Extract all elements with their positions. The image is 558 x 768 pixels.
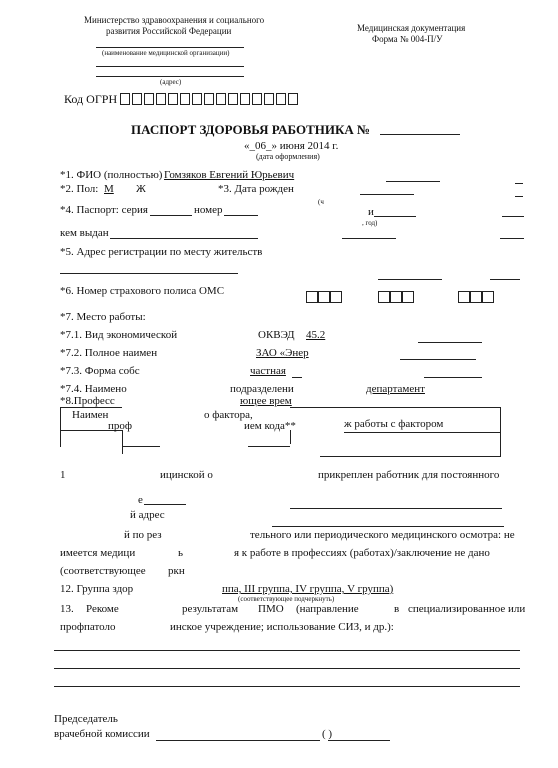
factor-table-row bbox=[122, 446, 160, 447]
rec-line-3[interactable] bbox=[54, 686, 520, 687]
oms-cell[interactable] bbox=[482, 291, 494, 303]
page-title: ПАСПОРТ ЗДОРОВЬЯ РАБОТНИКА № bbox=[131, 122, 371, 137]
sex-f[interactable]: Ж bbox=[136, 183, 146, 195]
passport-tail-line2 bbox=[502, 216, 524, 217]
passport-tail-line bbox=[374, 216, 416, 217]
rec-line2-end: инское учреждение; использование СИЗ, и др.): bbox=[170, 621, 394, 633]
ogrn-cell[interactable] bbox=[132, 93, 142, 105]
okved-line bbox=[418, 342, 482, 343]
rec-pmo: ПМО bbox=[258, 603, 284, 615]
clinic-end: прикреплен работник для постоянного bbox=[318, 469, 500, 481]
factor-table-bottom bbox=[320, 456, 500, 457]
fio-label: *1. ФИО (полностью) bbox=[60, 169, 163, 181]
oms-cell[interactable] bbox=[306, 291, 318, 303]
ogrn-label: Код ОГРН bbox=[64, 92, 118, 106]
okved-label: *7.1. Вид экономической bbox=[60, 329, 178, 341]
factor-table-row-2 bbox=[248, 446, 290, 447]
fio-line bbox=[386, 181, 440, 182]
signature-name-paren[interactable]: ( ) bbox=[322, 728, 333, 740]
name-line-2 bbox=[290, 508, 502, 509]
ogrn-cell[interactable] bbox=[240, 93, 250, 105]
name-tail: е bbox=[138, 494, 143, 506]
rec-v: в bbox=[394, 603, 400, 615]
rec-line-2[interactable] bbox=[54, 668, 520, 669]
oms-label: *6. Номер страхового полиса ОМС bbox=[60, 285, 225, 297]
passport-series-line[interactable] bbox=[150, 215, 192, 216]
sex-label: *2. Пол: bbox=[60, 183, 99, 195]
name-line[interactable] bbox=[144, 504, 186, 505]
address-label: *5. Адрес регистрации по месту жительств bbox=[60, 246, 263, 258]
workplace-label: *7. Место работы: bbox=[60, 311, 146, 323]
med-end: я к работе в профессиях (работах)/заключение не дано bbox=[234, 547, 490, 559]
factor-table-left bbox=[60, 407, 61, 447]
ogrn-cell[interactable] bbox=[252, 93, 262, 105]
issued-line[interactable] bbox=[110, 238, 258, 239]
chair-line2: врачебной комиссии bbox=[54, 728, 150, 740]
ogrn-cell[interactable] bbox=[192, 93, 202, 105]
birth-line-tail2 bbox=[515, 196, 523, 197]
factor-table-divider-1 bbox=[122, 430, 123, 454]
issued-line-2 bbox=[342, 238, 396, 239]
passport-tail: и bbox=[368, 206, 374, 218]
ogrn-cell[interactable] bbox=[276, 93, 286, 105]
okved-prefix: ОКВЭД bbox=[258, 329, 295, 341]
ogrn-cell[interactable] bbox=[168, 93, 178, 105]
ogrn-cell[interactable] bbox=[156, 93, 166, 105]
factor-col1-mid: о фактора, bbox=[204, 409, 253, 421]
oms-cell[interactable] bbox=[390, 291, 402, 303]
oms-cell[interactable] bbox=[402, 291, 414, 303]
passport-number-label: номер bbox=[194, 204, 223, 216]
ogrn-cell[interactable] bbox=[180, 93, 190, 105]
chair-line1: Председатель bbox=[54, 713, 118, 725]
signature-line[interactable] bbox=[156, 740, 320, 741]
birth-line bbox=[360, 194, 414, 195]
med-mid: ь bbox=[178, 547, 184, 559]
profession-label: *8.Професс bbox=[60, 395, 115, 407]
ownership-line bbox=[292, 377, 302, 378]
factor-table-mid-right bbox=[344, 432, 500, 433]
group-caption: (соответствующее подчеркнуть) bbox=[238, 595, 335, 603]
group-label: 12. Группа здор bbox=[60, 583, 134, 595]
oms-cell[interactable] bbox=[378, 291, 390, 303]
fio-value[interactable]: Гомзяков Евгений Юрьевич bbox=[164, 169, 295, 181]
issued-line-3 bbox=[500, 238, 524, 239]
ownership-label: *7.3. Форма собс bbox=[60, 365, 140, 377]
division-value[interactable]: департамент bbox=[366, 383, 425, 395]
birth-label: *3. Дата рожден bbox=[218, 183, 294, 195]
ogrn-cell[interactable] bbox=[264, 93, 274, 105]
division-label: *7.4. Наимено bbox=[60, 383, 127, 395]
signature-name-line[interactable] bbox=[328, 740, 390, 741]
factor-col1-code: ием кода** bbox=[244, 420, 296, 432]
oms-cell[interactable] bbox=[318, 291, 330, 303]
address-line-c bbox=[490, 279, 520, 280]
rec-dir: (направление bbox=[296, 603, 359, 615]
fullname-label: *7.2. Полное наимен bbox=[60, 347, 158, 359]
med-start: имеется медици bbox=[60, 547, 136, 559]
med-line2: (соответствующее bbox=[60, 565, 146, 577]
group-value[interactable]: ппа, III группа, IV группа, V группа) bbox=[222, 583, 394, 595]
factor-table-top-right bbox=[290, 407, 500, 408]
doc-type: Медицинская документация bbox=[357, 23, 466, 33]
ministry-line2: развития Российской Федерации bbox=[106, 26, 232, 36]
fullname-line bbox=[400, 359, 476, 360]
factor-col1-line1: Наимен bbox=[72, 409, 109, 421]
passport-number-field[interactable] bbox=[224, 215, 258, 216]
passport-number-line bbox=[380, 134, 460, 135]
birth-caption: (ч bbox=[318, 198, 324, 206]
ogrn-cell[interactable] bbox=[216, 93, 226, 105]
profession-mid: ющее врем bbox=[240, 395, 292, 407]
division-mid: подразделени bbox=[230, 383, 294, 395]
address2-tail: й адрес bbox=[130, 509, 165, 521]
ogrn-cell[interactable] bbox=[204, 93, 214, 105]
address-line[interactable] bbox=[60, 273, 238, 274]
address-caption: (адрес) bbox=[160, 78, 182, 86]
sex-m[interactable]: М bbox=[104, 183, 114, 195]
passport-label: *4. Паспорт: серия bbox=[60, 204, 148, 216]
okved-value[interactable]: 45.2 bbox=[306, 329, 326, 341]
clinic-start: 1 bbox=[60, 469, 66, 481]
ministry-line1: Министерство здравоохранения и социального bbox=[84, 15, 265, 25]
rec-mid: результатам bbox=[182, 603, 239, 615]
oms-cell[interactable] bbox=[330, 291, 342, 303]
issue-date: «_06_» июня 2014 г. bbox=[244, 140, 339, 152]
result-end: тельного или периодического медицинского осмотра: не bbox=[250, 529, 515, 541]
ogrn-cell[interactable] bbox=[144, 93, 154, 105]
issued-label: кем выдан bbox=[60, 227, 109, 239]
med-line2-tail: ркн bbox=[168, 565, 185, 577]
org-caption: (наименование медицинской организации) bbox=[102, 49, 230, 57]
rec-spec: специализированное bbox=[408, 603, 506, 615]
rec-word: Рекоме bbox=[86, 603, 119, 615]
rec-or: или bbox=[508, 603, 526, 615]
ogrn-cell[interactable] bbox=[288, 93, 298, 105]
address-line-2 bbox=[96, 76, 244, 77]
address2-line[interactable] bbox=[272, 526, 504, 527]
oms-cell[interactable] bbox=[470, 291, 482, 303]
ownership-line-2 bbox=[424, 377, 482, 378]
factor-col3: ж работы с фактором bbox=[344, 418, 444, 430]
factor-table-top bbox=[60, 407, 122, 408]
passport-year-caption: , год) bbox=[362, 219, 378, 227]
fullname-value[interactable]: ЗАО «Энер bbox=[256, 347, 309, 359]
ogrn-cell[interactable] bbox=[228, 93, 238, 105]
oms-cell[interactable] bbox=[458, 291, 470, 303]
rec-line2-start: профпатоло bbox=[60, 621, 116, 633]
org-line bbox=[96, 47, 244, 48]
birth-line-tail bbox=[515, 183, 523, 184]
ogrn-cell[interactable] bbox=[120, 93, 130, 105]
ownership-value[interactable]: частная bbox=[250, 365, 286, 377]
factor-table-divider-2 bbox=[290, 430, 291, 444]
factor-col1-line2: проф bbox=[108, 420, 133, 432]
rec-line-1[interactable] bbox=[54, 650, 520, 651]
address-line-1 bbox=[96, 66, 244, 67]
factor-table-right bbox=[500, 407, 501, 457]
clinic-mid: ицинской о bbox=[160, 469, 213, 481]
address-line-b bbox=[378, 279, 442, 280]
result-start: й по рез bbox=[124, 529, 162, 541]
issue-date-caption: (дата оформления) bbox=[256, 152, 320, 161]
form-number: Форма № 004-П/У bbox=[372, 34, 443, 44]
rec-num: 13. bbox=[60, 603, 74, 615]
